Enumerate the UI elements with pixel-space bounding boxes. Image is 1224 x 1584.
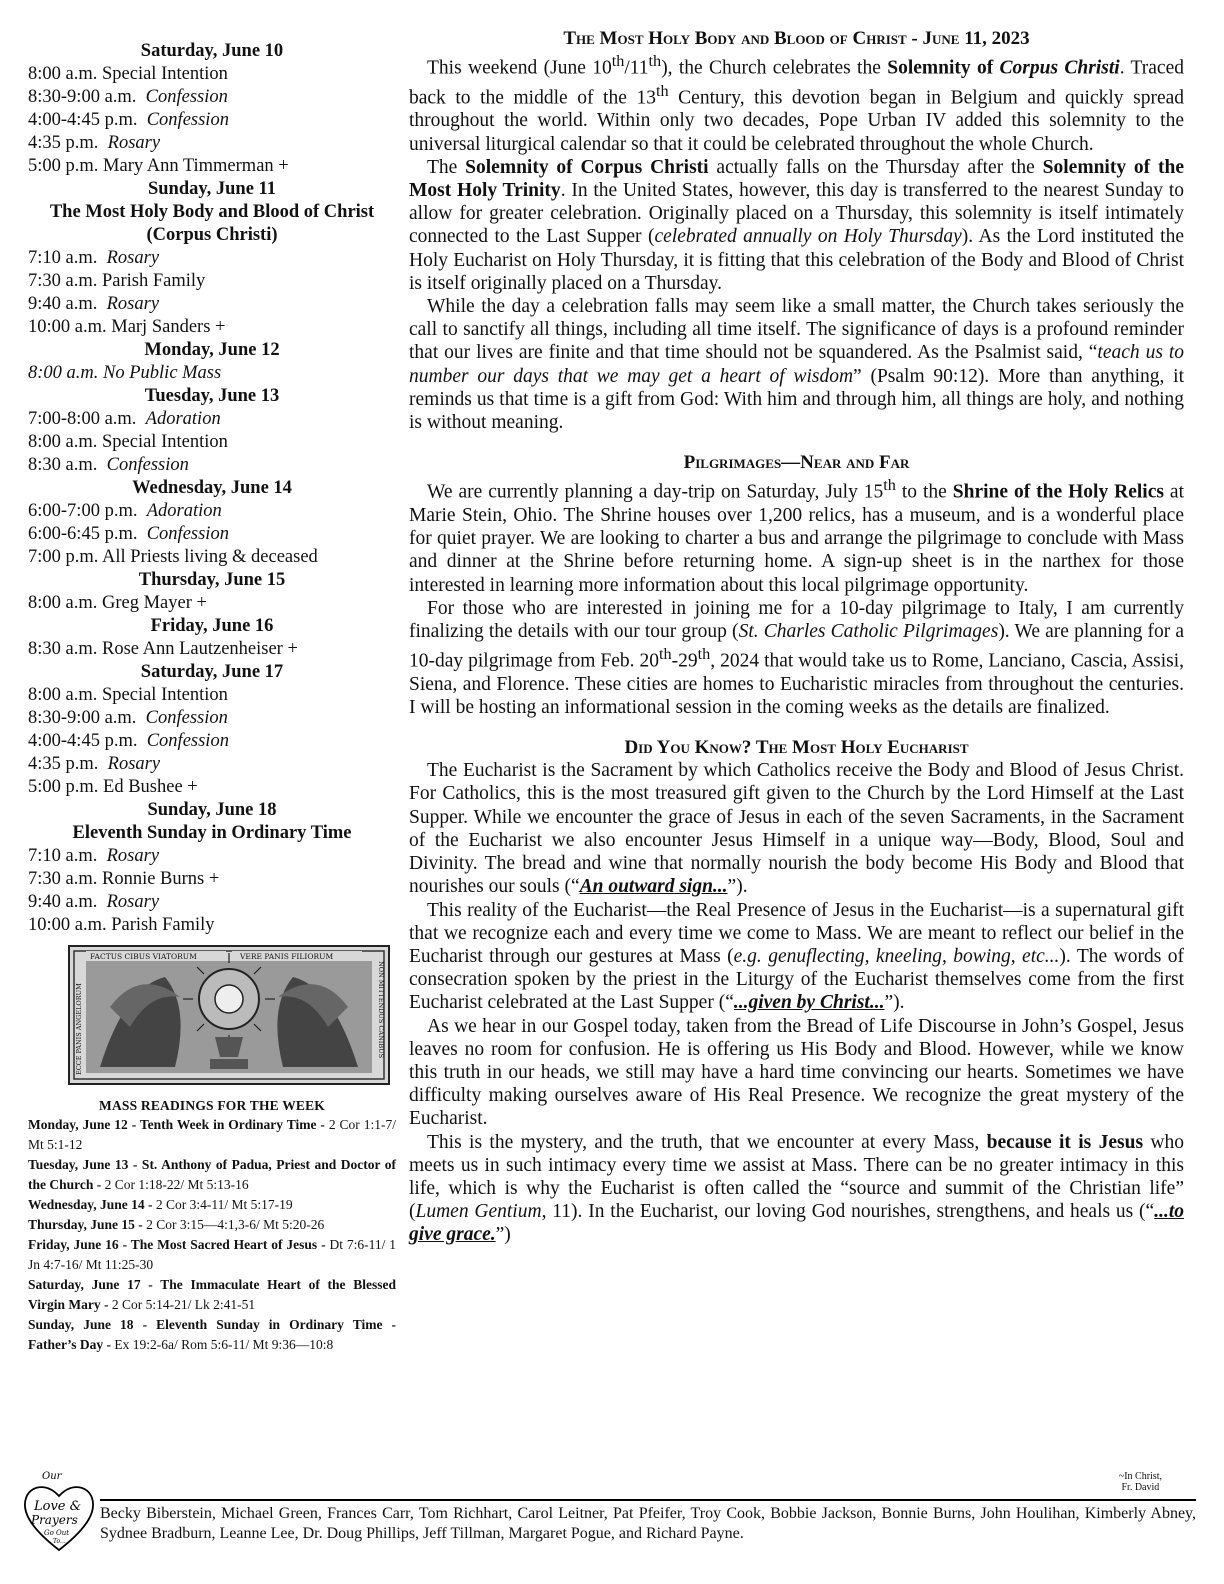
mass-readings-title: MASS READINGS FOR THE WEEK — [99, 1098, 325, 1113]
schedule-entry-time: 8:30-9:00 a.m. — [28, 87, 137, 107]
mass-schedule — [28, 40, 396, 937]
mass-reading-item: Friday, June 16 - The Most Sacred Heart of Jesus - Dt 7:6-11/ 1 Jn 4:7-16/ Mt 11:25-30 — [28, 1237, 397, 1272]
schedule-entry-label: Rosary — [106, 294, 160, 314]
schedule-entry-time: 8:30 a.m. — [28, 455, 98, 475]
schedule-day-heading: Saturday, June 10 — [140, 41, 284, 61]
schedule-entry-label: Confession — [146, 731, 229, 751]
schedule-day-heading: Monday, June 12 — [144, 340, 280, 360]
article-corpus-christi-p3: While the day a celebration falls may seem like a small matter, the Church takes seriously the call to sanctify all things, including all time itself. The significance of days is a profound reminder that our lives are finite and that time should not be squandered. As the Psalmist said, “teach us to number our days that we may get a heart of wisdom” (Psalm 90:12). More than anything, it reminds us that time is a gift from God: With him and through him, all things are holy, and nothing is without meaning. — [409, 296, 1185, 434]
schedule-entry-label: Rosary — [107, 754, 161, 774]
mass-reading-item: Saturday, June 17 - The Immaculate Heart of the Blessed Virgin Mary - 2 Cor 5:14-21/ Lk 2:41-51 — [28, 1277, 396, 1312]
schedule-entry-label: Adoration — [145, 409, 221, 429]
schedule-entry: 5:00 p.m. Mary Ann Timmerman + — [28, 156, 289, 176]
schedule-entry: 8:00 a.m. Special Intention — [28, 64, 228, 84]
article-eucharist-p2: This reality of the Eucharist—the Real Presence of Jesus in the Eucharist—is a supernatural gift that we recognize each and every time we come to Mass. We are meant to reflect our belief in the Eucharist through our gestures at Mass (e.g. genuflecting, kneeling, bowing, etc...). The words of consecration spoken by the priest in the Liturgy of the Eucharist themselves come from the first Eucharist celebrated at the Last Supper (“...given by Christ...”). — [409, 899, 1185, 1014]
engraving-top-right-text: VERE PANIS FILIORUM — [240, 952, 334, 961]
svg-text:Our: Our — [42, 1471, 62, 1482]
schedule-entry: 7:30 a.m. Parish Family — [28, 271, 206, 291]
corpus-christi-engraving — [68, 945, 390, 1085]
schedule-entry-time: 8:30-9:00 a.m. — [28, 708, 137, 728]
schedule-entry — [28, 247, 396, 270]
prayer-divider — [100, 1499, 1196, 1501]
schedule-entry-time: 4:00-4:45 p.m. — [28, 731, 138, 751]
schedule-entry — [28, 707, 396, 730]
engraving-left-text: ECCE PANIS ANGELORUM — [75, 983, 83, 1075]
article-pilgrimages-p1: We are currently planning a day-trip on Saturday, July 15th to the Shrine of the Holy Relics at Marie Stein, Ohio. The Shrine houses over 1,200 relics, has a museum, and is a wonderful place for quiet prayer. We are looking to charter a bus and arrange the pilgrimage to conclude with Mass and dinner at the Shrine before returning home. A sign-up sheet is in the narthex for those interested in learning more information about this local pilgrimage opportunity. — [409, 476, 1184, 596]
mass-schedule-column — [28, 40, 396, 1355]
schedule-entry — [28, 753, 396, 776]
schedule-entry: 5:00 p.m. Ed Bushee + — [28, 777, 198, 797]
schedule-entry-time: 4:00-4:45 p.m. — [28, 110, 138, 130]
article-pilgrimages-title: Pilgrimages—Near and Far — [683, 452, 910, 474]
article-corpus-christi-p2: The Solemnity of Corpus Christi actually falls on the Thursday after the Solemnity of the Most Holy Trinity. In the United States, however, this day is transferred to the nearest Sunday to allow for greater celebration. Originally placed on a Thursday, this solemnity is itself intimately connected to the Last Supper (celebrated annually on Holy Thursday). As the Lord instituted the Holy Eucharist on Holy Thursday, it is fitting that this celebration of the Body and Blood of Christ is itself originally placed on a Thursday. — [409, 156, 1185, 294]
engraving-top-left-text: FACTUS CIBUS VIATORUM — [90, 952, 197, 961]
schedule-feast-name: Eleventh Sunday in Ordinary Time — [72, 823, 352, 843]
mass-reading-item: Sunday, June 18 - Eleventh Sunday in Ordinary Time - Father’s Day - Ex 19:2-6a/ Rom 5:6-11/ Mt 9:36—10:8 — [28, 1317, 396, 1352]
schedule-entry-label: Confession — [146, 524, 229, 544]
article-pilgrimages-p2: For those who are interested in joining me for a 10-day pilgrimage to Italy, I am currently finalizing the details with our tour group (St. Charles Catholic Pilgrimages). We are planning for a 10-day pilgrimage from Feb. 20th-29th, 2024 that would take us to Rome, Lanciano, Cascia, Assisi, Siena, and Florence. These cities are homes to Eucharistic miracles from throughout the centuries. I will be hosting an informational session in the coming weeks as the details are finalized. — [409, 597, 1185, 719]
schedule-entry — [28, 500, 396, 523]
schedule-entry-label: Rosary — [106, 892, 160, 912]
prayers-heart-logo — [20, 1470, 98, 1554]
schedule-day-heading: Saturday, June 17 — [140, 662, 284, 682]
schedule-entry-label: Adoration — [146, 501, 222, 521]
schedule-entry-time: 9:40 a.m. — [28, 892, 98, 912]
mass-reading-item: Monday, June 12 - Tenth Week in Ordinary Time - 2 Cor 1:1-7/ Mt 5:1-12 — [28, 1117, 396, 1152]
schedule-entry-time: 9:40 a.m. — [28, 294, 98, 314]
schedule-entry — [28, 293, 396, 316]
prayer-list-names: Becky Biberstein, Michael Green, Frances Carr, Tom Richhart, Carol Leitner, Pat Pfeifer, Troy Cook, Bobbie Jackson, Bonnie Burns, John Houlihan, Kimberly Abney, Sydnee Bradburn, Leanne Lee, Dr. Doug Phillips, Jeff Tillman, Margaret Pogue, and Richard Payne. — [100, 1505, 1196, 1542]
schedule-day-heading: Friday, June 16 — [150, 616, 274, 636]
schedule-entry: 10:00 a.m. Marj Sanders + — [28, 317, 226, 337]
svg-text:To...: To... — [53, 1538, 66, 1545]
mass-reading-item: Thursday, June 15 - 2 Cor 3:15—4:1,3-6/ Mt 5:20-26 — [28, 1217, 325, 1232]
article-eucharist-p3: As we hear in our Gospel today, taken from the Bread of Life Discourse in John’s Gospel, Jesus leaves no room for confusion. He is offering us His Body and Blood. However, while we know this truth in our heads, we still may have a hard time convincing our hearts. Sometimes we have difficulty making ourselves aware of His Real Presence. We recognize the great mystery of the Eucharist. — [409, 1015, 1184, 1130]
schedule-entry-time: 4:35 p.m. — [28, 754, 99, 774]
schedule-entry-label: Confession — [106, 455, 189, 475]
schedule-entry: 7:30 a.m. Ronnie Burns + — [28, 869, 220, 889]
schedule-entry — [28, 845, 396, 868]
mass-readings-list — [28, 1115, 396, 1355]
schedule-entry: 7:00 p.m. All Priests living & deceased — [28, 547, 318, 567]
mass-reading-item: Tuesday, June 13 - St. Anthony of Padua, Priest and Doctor of the Church - 2 Cor 1:18-22/ Mt 5:13-16 — [28, 1157, 396, 1192]
schedule-entry-label: Rosary — [107, 133, 161, 153]
schedule-entry-time: 7:10 a.m. — [28, 846, 98, 866]
engraving-image — [70, 947, 388, 1083]
mass-reading-item: Wednesday, June 14 - 2 Cor 3:4-11/ Mt 5:17-19 — [28, 1197, 293, 1212]
schedule-entry-label: Confession — [145, 87, 228, 107]
engraving-right-text: NON MITTENDUS CANIBUS — [377, 961, 385, 1059]
schedule-entry-label: Rosary — [106, 846, 160, 866]
signature: ~In Christ, Fr. David — [1118, 1471, 1162, 1493]
schedule-entry: 8:00 a.m. No Public Mass — [28, 363, 222, 383]
svg-text:Love &: Love & — [34, 1499, 82, 1514]
schedule-day-heading: Sunday, June 18 — [147, 800, 277, 820]
schedule-entry — [28, 86, 396, 109]
schedule-entry — [28, 523, 396, 546]
schedule-entry — [28, 109, 396, 132]
schedule-entry-time: 7:00-8:00 a.m. — [28, 409, 137, 429]
article-eucharist-p1: The Eucharist is the Sacrament by which Catholics receive the Body and Blood of Jesus Christ. For Catholics, this is the most treasured gift given to the Church by the Lord Himself at the Last Supper. While we encounter the grace of Jesus in each of the seven Sacraments, in the Sacrament of the Eucharist we also encounter Jesus Himself in a unique way—Body, Blood, Soul and Divinity. The bread and wine that normally nourish the body become His Body and Blood that nourishes our souls (“An outward sign...”). — [409, 760, 1184, 898]
svg-text:Prayers: Prayers — [31, 1513, 78, 1527]
article-corpus-christi-p1: This weekend (June 10th/11th), the Church celebrates the Solemnity of Corpus Christi. Traced back to the middle of the 13th Century, this devotion began in Belgium and quickly spread throughout the world. Within only two decades, Pope Urban IV added this solemnity to the universal liturgical calendar so that it could be celebrated throughout the whole Church. — [409, 52, 1184, 155]
schedule-entry — [28, 454, 396, 477]
schedule-day-heading: Sunday, June 11 — [147, 179, 277, 199]
schedule-day-heading: Thursday, June 15 — [138, 570, 286, 590]
schedule-entry-time: 7:10 a.m. — [28, 248, 98, 268]
schedule-entry-label: Rosary — [106, 248, 160, 268]
schedule-entry-label: Confession — [146, 110, 229, 130]
schedule-entry — [28, 891, 396, 914]
article-eucharist-title: Did You Know? The Most Holy Eucharist — [624, 737, 969, 759]
schedule-entry: 8:00 a.m. Special Intention — [28, 685, 228, 705]
schedule-entry-label: Confession — [145, 708, 228, 728]
schedule-entry: 10:00 a.m. Parish Family — [28, 915, 215, 935]
schedule-entry — [28, 408, 396, 431]
schedule-entry-time: 6:00-6:45 p.m. — [28, 524, 138, 544]
schedule-entry — [28, 132, 396, 155]
schedule-entry-time: 6:00-7:00 p.m. — [28, 501, 138, 521]
schedule-entry: 8:00 a.m. Greg Mayer + — [28, 593, 207, 613]
article-corpus-christi-title: The Most Holy Body and Blood of Christ - June 11, 2023 — [563, 28, 1030, 49]
article-eucharist-p4: This is the mystery, and the truth, that we encounter at every Mass, because it is Jesus who meets us in such intimacy every time we assist at Mass. There can be no greater intimacy in this life, which is why the Eucharist is often called the “source and summit of the Christian life” (Lumen Gentium, 11). In the Eucharist, our loving God nourishes, strengthens, and heals us (“...to give grace.”) — [409, 1131, 1184, 1246]
schedule-entry-time: 4:35 p.m. — [28, 133, 99, 153]
schedule-day-heading: Wednesday, June 14 — [132, 478, 292, 498]
schedule-entry: 8:00 a.m. Special Intention — [28, 432, 228, 452]
articles-column — [409, 28, 1185, 1493]
schedule-feast-name: The Most Holy Body and Blood of Christ (Corpus Christi) — [49, 202, 375, 245]
svg-text:Go Out: Go Out — [44, 1529, 70, 1537]
schedule-entry — [28, 730, 396, 753]
schedule-day-heading: Tuesday, June 13 — [144, 386, 280, 406]
schedule-entry: 8:30 a.m. Rose Ann Lautzenheiser + — [28, 639, 298, 659]
